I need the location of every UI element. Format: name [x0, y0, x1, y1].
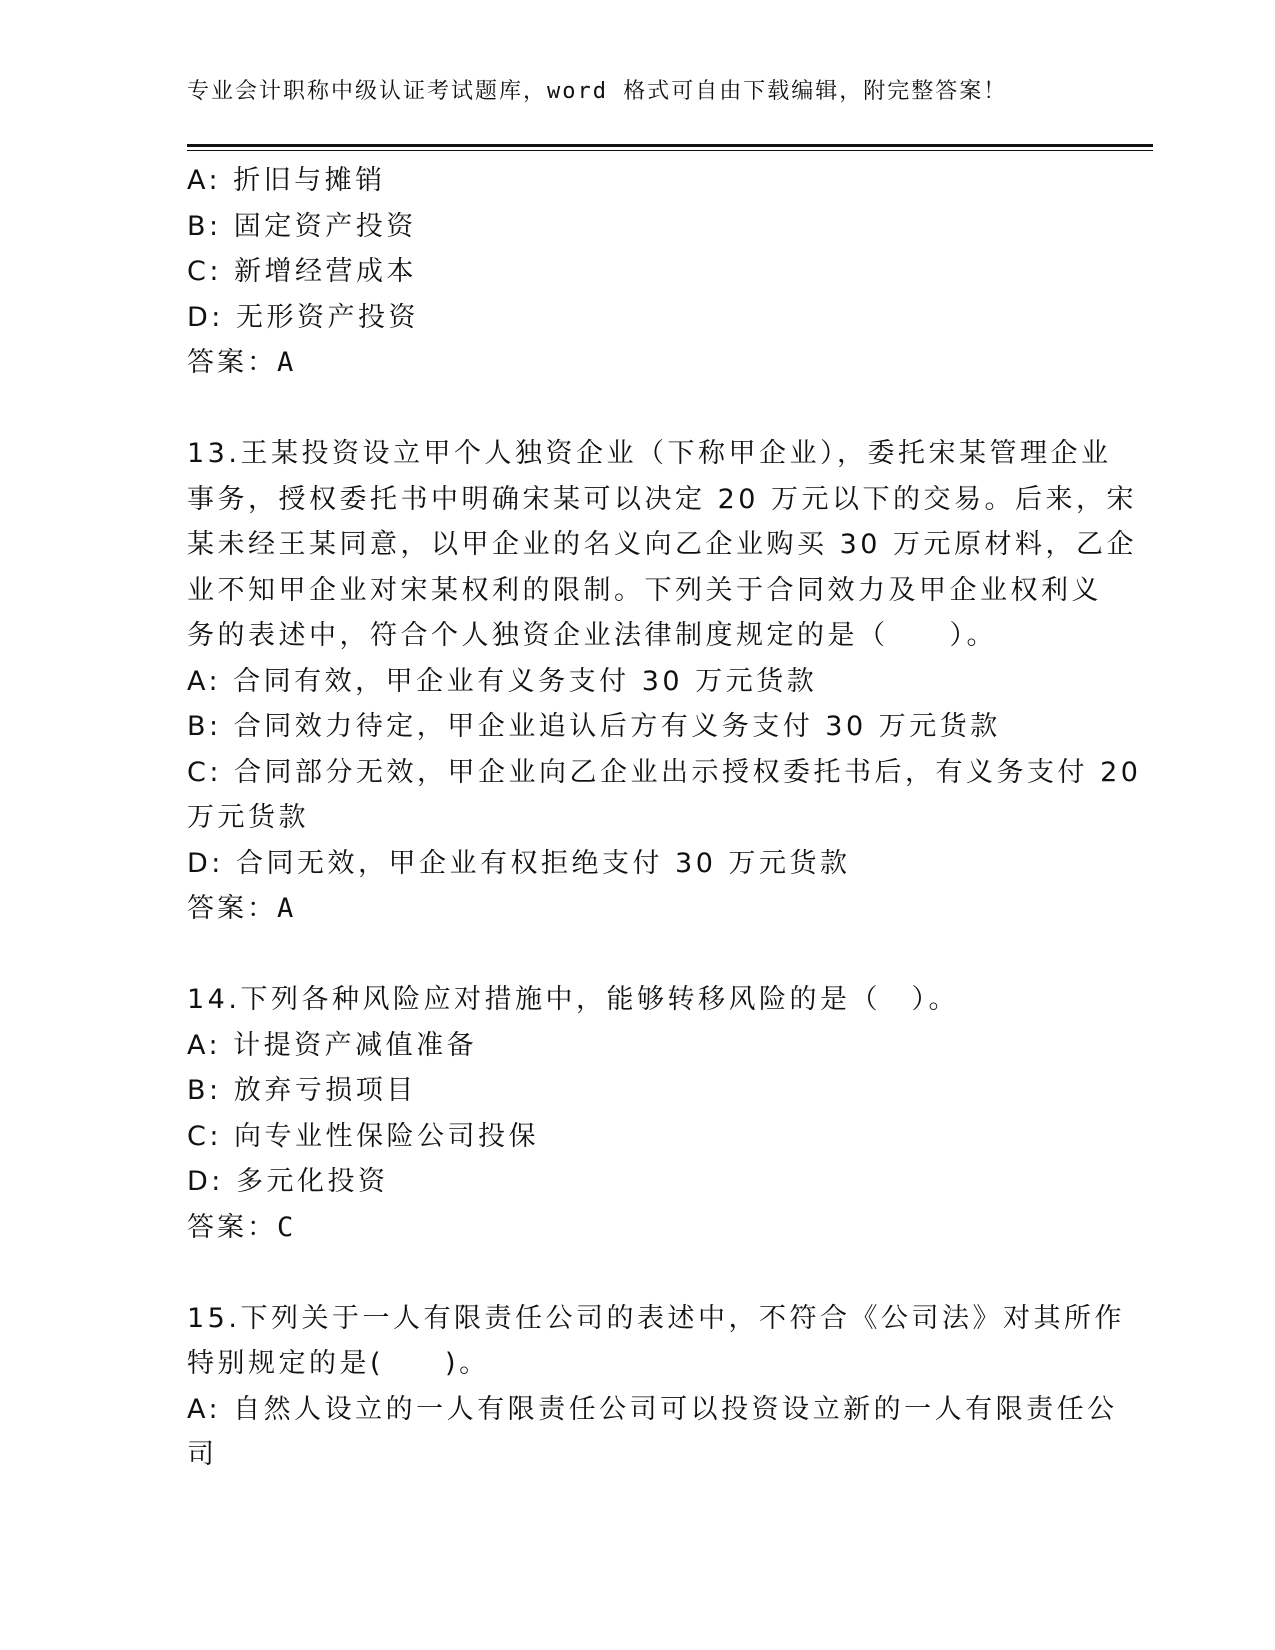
question-stem-line: 务的表述中，符合个人独资企业法律制度规定的是（ ）。: [187, 620, 997, 651]
option-line: D: 多元化投资: [187, 1166, 389, 1197]
answer-line: [187, 1205, 1087, 1251]
question-15: [187, 1296, 1125, 1478]
option-letter: A: [187, 165, 209, 196]
option-text: 无形资产投资: [235, 301, 419, 333]
answer-value: C: [277, 1211, 294, 1243]
option-d: [187, 295, 1087, 341]
page-header: 专业会计职称中级认证考试题库，word 格式可自由下载编辑，附完整答案！: [187, 79, 1008, 104]
option-b: [187, 204, 1087, 250]
question-stem-line: 14.下列各种风险应对措施中，能够转移风险的是（ ）。: [187, 984, 959, 1015]
question-13: [187, 431, 1142, 932]
option-line: B: 放弃亏损项目: [187, 1075, 417, 1106]
answer-label: 答案：: [187, 347, 277, 378]
option-letter: D: [187, 301, 212, 333]
option-line: 司: [187, 1439, 218, 1470]
option-line: D: 合同无效，甲企业有权拒绝支付 30 万元货款: [187, 847, 851, 879]
option-separator: :: [208, 165, 234, 196]
option-separator: :: [209, 210, 234, 242]
header-rule-thin: [187, 150, 1153, 151]
question-stem-line: 13.王某投资设立甲个人独资企业（下称甲企业），委托宋某管理企业: [187, 438, 1112, 469]
answer-label: 答案：: [187, 1211, 277, 1243]
answer-label: 答案：: [187, 893, 277, 924]
option-line: A: 合同有效，甲企业有义务支付 30 万元货款: [187, 665, 818, 697]
option-line: B: 合同效力待定，甲企业追认后方有义务支付 30 万元货款: [187, 711, 1001, 742]
option-line: A: 自然人设立的一人有限责任公司可以投资设立新的一人有限责任公: [187, 1393, 1118, 1425]
option-letter: B: [187, 210, 210, 242]
spacer: [187, 932, 1087, 978]
header-rule-thick: [187, 144, 1153, 147]
question-stem-line: 某未经王某同意，以甲企业的名义向乙企业购买 30 万元原材料，乙企: [187, 529, 1138, 560]
option-separator: :: [211, 301, 236, 333]
answer-value: A: [277, 347, 294, 378]
option-line: C: 向专业性保险公司投保: [187, 1120, 540, 1152]
option-line: 万元货款: [187, 802, 309, 833]
question-stem-line: 业不知甲企业对宋某权利的限制。下列关于合同效力及甲企业权利义: [187, 574, 1102, 606]
answer-value: A: [277, 893, 294, 924]
option-a: [187, 158, 1087, 204]
option-c: [187, 249, 1087, 295]
question-14: [187, 977, 1087, 1250]
answer-line: [187, 886, 1087, 932]
spacer: [187, 386, 1087, 432]
question-12-options: [187, 158, 1087, 386]
spacer: [187, 1250, 1087, 1296]
option-text: 新增经营成本: [234, 256, 418, 287]
question-stem-line: 15.下列关于一人有限责任公司的表述中，不符合《公司法》对其所作: [187, 1302, 1125, 1334]
question-stem-line: 事务，授权委托书中明确宋某可以决定 20 万元以下的交易。后来，宋: [187, 483, 1138, 515]
question-stem-line: 特别规定的是( )。: [187, 1348, 490, 1379]
question-content: [187, 158, 1142, 1478]
option-line: A: 计提资产减值准备: [187, 1029, 478, 1061]
option-text: 折旧与摊销: [233, 165, 386, 196]
option-letter: C: [187, 256, 210, 287]
option-line: C: 合同部分无效，甲企业向乙企业出示授权委托书后，有义务支付 20: [187, 756, 1142, 788]
option-separator: :: [209, 256, 235, 287]
option-text: 固定资产投资: [233, 210, 417, 242]
answer-line: [187, 340, 1087, 386]
